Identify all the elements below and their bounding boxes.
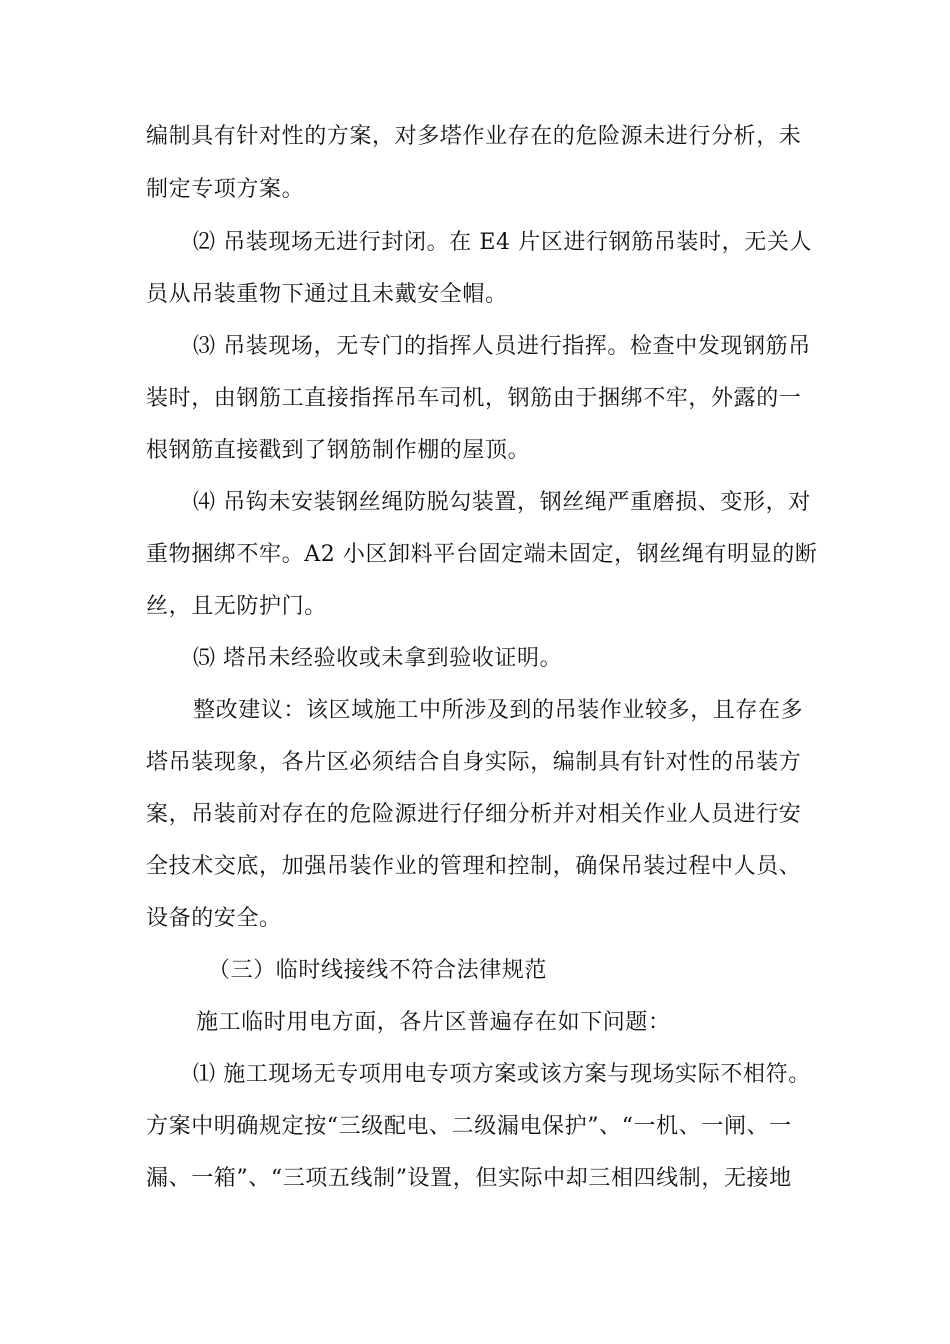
paragraph-line: 塔吊装现象，各片区必须结合自身实际，编制具有针对性的吊装方	[146, 750, 802, 775]
paragraph-line: 整改建议：该区域施工中所涉及到的吊装作业较多，且存在多	[193, 698, 804, 723]
paragraph-line: 方案中明确规定按“三级配电、二级漏电保护”、“一机、一闸、一	[146, 1114, 792, 1139]
section-heading: （三）临时线接线不符合法律规范	[208, 958, 548, 983]
paragraph-line: 根钢筋直接戳到了钢筋制作棚的屋顶。	[146, 438, 531, 463]
paragraph-line: 漏、一箱”、“三项五线制”设置，但实际中却三相四线制，无接地	[146, 1166, 792, 1191]
paragraph-line: ⑴ 施工现场无专项用电专项方案或该方案与现场实际不相符。	[193, 1062, 811, 1087]
paragraph-line: 设备的安全。	[146, 906, 282, 931]
paragraph-line: ⑶ 吊装现场，无专门的指挥人员进行指挥。检查中发现钢筋吊	[193, 334, 811, 359]
paragraph-line: ⑷ 吊钩未安装钢丝绳防脱勾装置，钢丝绳严重磨损、变形，对	[193, 490, 811, 515]
paragraph-line: 编制具有针对性的方案，对多塔作业存在的危险源未进行分析，未	[146, 124, 802, 149]
paragraph-line: 员从吊装重物下通过且未戴安全帽。	[146, 282, 508, 307]
paragraph-line: 施工临时用电方面，各片区普遍存在如下问题：	[196, 1010, 671, 1035]
paragraph-line: 全技术交底，加强吊装作业的管理和控制，确保吊装过程中人员、	[146, 854, 802, 879]
paragraph-line: 重物捆绑不牢。A2 小区卸料平台固定端未固定，钢丝绳有明显的断	[146, 542, 818, 567]
paragraph-line: ⑸ 塔吊未经验收或未拿到验收证明。	[193, 646, 563, 671]
paragraph-line: 丝，且无防护门。	[146, 594, 327, 619]
paragraph-line: 装时，由钢筋工直接指挥吊车司机，钢筋由于捆绑不牢，外露的一	[146, 386, 802, 411]
paragraph-line: ⑵ 吊装现场无进行封闭。在 E4 片区进行钢筋吊装时，无关人	[193, 230, 813, 255]
paragraph-line: 制定专项方案。	[146, 177, 305, 202]
paragraph-line: 案，吊装前对存在的危险源进行仔细分析并对相关作业人员进行安	[146, 802, 802, 827]
